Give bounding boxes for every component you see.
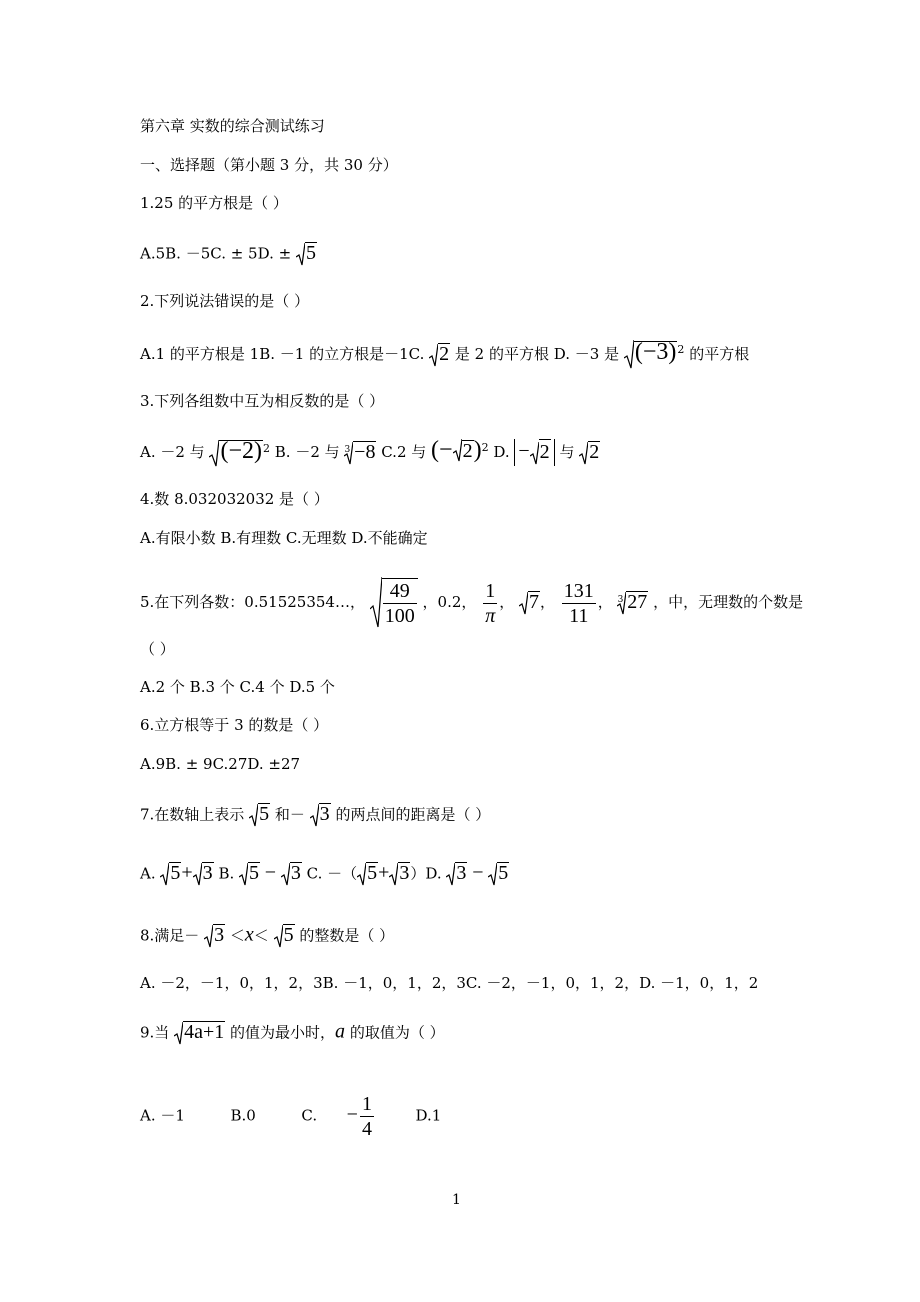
q2-options-part-a: A.1 的平方根是 1B. －1 的立方根是－1C. — [140, 345, 430, 363]
q1-options-text: A.5B. －5C. ± 5D. ± — [140, 244, 292, 263]
q5-cube-root-27: $^3$ 27 — [617, 591, 648, 613]
q9-text-b: 的值为最小时， — [230, 1023, 336, 1042]
q3-option-b-label: B. －2 与 — [274, 443, 340, 461]
q3-paren-neg-sqrt2: (− 2) — [431, 437, 482, 463]
question-7 — [140, 803, 490, 828]
q5-frac-1-pi: $\frac{1}{\pi}$ — [485, 579, 496, 627]
q3-option-d-label: D. — [493, 443, 515, 461]
q7-sqrt-5: 5 — [249, 803, 270, 828]
q5-sqrt-7: 7 — [519, 591, 540, 616]
question-2-options — [140, 340, 749, 370]
q2-options-part-c: 的平方根 — [689, 345, 750, 363]
question-2: 2.下列说法错误的是（ ） — [140, 292, 310, 310]
q3-option-a-label: A. －2 与 — [140, 443, 205, 461]
question-3-options — [140, 438, 600, 468]
q9-text-c: 的取值为（ ） — [345, 1023, 445, 1042]
q8-text-b: 的整数是（ ） — [299, 926, 395, 945]
q2-sqrt-neg3-squared: $(-3)^2$ — [624, 340, 685, 370]
q5-text-a: 5.在下列各数：0.51525354…， — [140, 593, 365, 611]
q7-option-b-label: B. — [218, 864, 239, 883]
question-1: 1.25 的平方根是（ ） — [140, 194, 288, 212]
question-4: 4.数 8.032032032 是（ ） — [140, 490, 329, 508]
q9-option-c-fraction: $\frac{1}{4}$ — [361, 1093, 372, 1140]
q3-abs-neg-sqrt2: − 2 — [514, 439, 554, 466]
question-3: 3.下列各组数中互为相反数的是（ ） — [140, 392, 385, 410]
question-8-options: A. －2，－1，0，1，2，3B. －1，0，1，2，3C. －2，－1，0，1，2，D. －1，0，1，2 — [140, 974, 759, 992]
q7-option-d-label: ）D. — [410, 864, 447, 883]
q8-variable-x: x — [244, 923, 254, 946]
q7-sqrt-3: 3 — [310, 803, 331, 828]
q9-option-d: D.1 — [415, 1106, 442, 1125]
q2-sqrt-2: 2 — [429, 343, 450, 368]
q3-option-c-label: C.2 与 — [381, 443, 427, 461]
question-6: 6.立方根等于 3 的数是（ ） — [140, 716, 329, 734]
q8-less-than-1: ＜ — [229, 926, 245, 945]
question-9 — [140, 1021, 445, 1046]
q9-sqrt-4a-plus-1: 4a+1 — [174, 1021, 225, 1046]
q9-variable-a: a — [335, 1020, 346, 1043]
question-8 — [140, 924, 394, 949]
q9-option-c-label: C. — [301, 1106, 318, 1125]
q9-option-c-sign: − — [346, 1103, 358, 1126]
page-number: 1 — [452, 1192, 461, 1208]
q3-sqrt-2: 2 — [579, 441, 600, 466]
q5-text-b: ，0.2， — [422, 593, 477, 611]
question-5-options: A.2 个 B.3 个 C.4 个 D.5 个 — [140, 678, 335, 696]
q7-option-c-label: C. －（ — [306, 864, 358, 883]
q5-sqrt-49-100: $\frac{49}{100}$ — [370, 577, 418, 629]
q8-less-than-2: ＜ — [253, 926, 269, 945]
q9-option-b: B.0 — [230, 1106, 256, 1125]
q9-option-a: A. －1 — [140, 1106, 185, 1125]
question-1-options — [140, 242, 317, 267]
section-heading: 一、选择题（第小题 3 分，共 30 分） — [140, 156, 398, 174]
q8-sqrt-5: 5 — [274, 924, 295, 949]
q5-text-c: ，中，无理数的个数是 — [653, 593, 804, 611]
q2-options-part-b: 是 2 的平方根 D. －3 是 — [454, 345, 624, 363]
question-7-options: A. 5+ 3 B. 5 − 3 C. －（ 5+ 3）D. 3 − 5 — [140, 861, 509, 884]
q3-cube-root-neg8: $^3$ −8 — [344, 441, 376, 463]
q9-text-a: 9.当 — [140, 1023, 170, 1042]
q7-text-b: 和－ — [274, 805, 305, 824]
question-5-paren: （ ） — [140, 640, 175, 658]
q3-and-word: 与 — [559, 443, 575, 461]
q7-option-a-label: A. — [140, 864, 161, 883]
question-9-options — [140, 1092, 441, 1141]
q5-frac-131-11: $\frac{131}{11}$ — [563, 579, 594, 627]
q7-text-a: 7.在数轴上表示 — [140, 805, 245, 824]
q7-text-c: 的两点间的距离是（ ） — [335, 805, 491, 824]
q3-sqrt-neg2-squared: $(-2)^2$ — [209, 439, 270, 468]
q3-option-c-exponent: 2 — [481, 441, 489, 454]
q8-text-a: 8.满足－ — [140, 926, 200, 945]
q1-sqrt: 5 — [296, 242, 317, 267]
chapter-title: 第六章 实数的综合测试练习 — [140, 117, 325, 135]
question-5: 5.在下列各数：0.51525354…， $\frac{49}{100}$ ，0.2， $\frac{1}{\pi}$ ， 7， $\frac{131}{11}$ ， $^3$ 27 ，中，无理数的个数是 — [140, 577, 803, 629]
question-4-options: A.有限小数 B.有理数 C.无理数 D.不能确定 — [140, 529, 428, 547]
question-6-options: A.9B. ± 9C.27D. ±27 — [140, 755, 301, 773]
q8-sqrt-3: 3 — [204, 924, 225, 949]
